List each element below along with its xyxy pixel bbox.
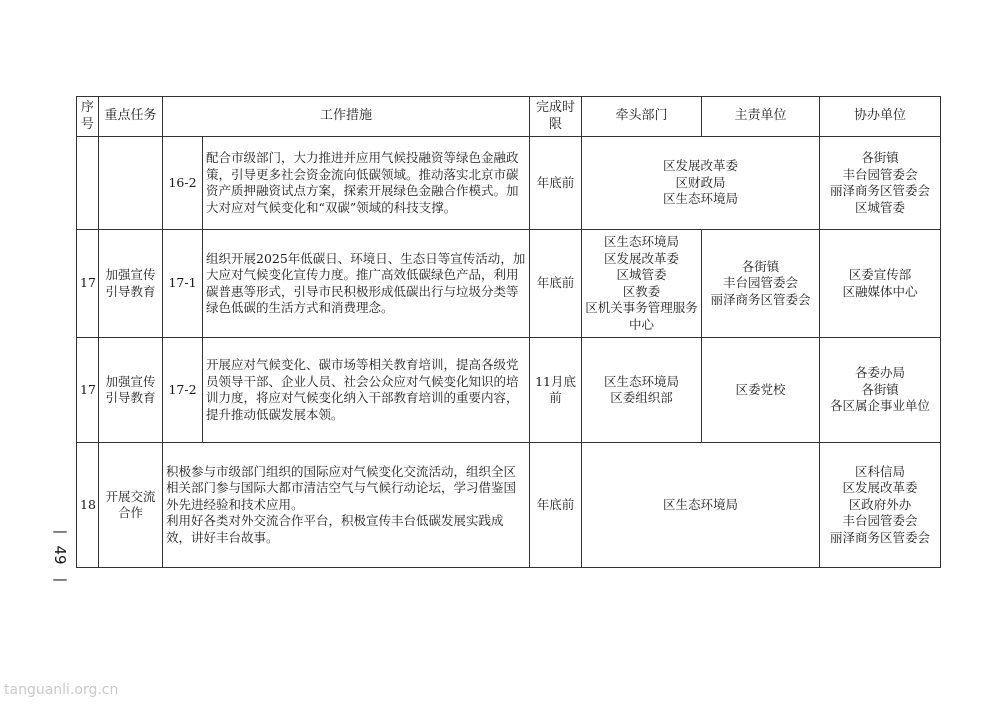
deadline-cell: 年底前 (530, 230, 582, 338)
responsible-cell: 区委党校 (702, 338, 820, 443)
assist-cell: 各街镇 丰台园管委会 丽泽商务区管委会 区城管委 (820, 137, 941, 230)
header-responsible: 主责单位 (702, 97, 820, 137)
watermark: tanguanli.org.cn (4, 682, 119, 698)
page-dash-bottom: — (52, 570, 68, 588)
task-cell: 开展交流合作 (99, 443, 163, 568)
page-dash-top: — (52, 522, 68, 540)
table-row (77, 137, 941, 230)
header-assist: 协办单位 (820, 97, 941, 137)
deadline-cell: 年底前 (530, 137, 582, 230)
table-header-row (77, 97, 941, 137)
task-cell: 加强宣传引导教育 (99, 230, 163, 338)
deadline-cell: 年底前 (530, 443, 582, 568)
table-row (77, 338, 941, 443)
row-no-cell (77, 137, 99, 230)
lead-cell: 区生态环境局 区委组织部 (582, 338, 702, 443)
lead-cell: 区生态环境局 (582, 443, 820, 568)
page-number-value: 49 (51, 545, 69, 565)
measure-cell: 配合市级部门，大力推进并应用气候投融资等绿色金融政策，引导更多社会资金流向低碳领域。推动落实北京市碳资产质押融资试点方案，探索开展绿色金融合作模式。加大对应对气候变化和“双碳”领域的科技支撑。 (203, 137, 530, 230)
row-no-cell: 17 (77, 230, 99, 338)
lead-cell: 区生态环境局 区发展改革委 区城管委 区教委 区机关事务管理服务中心 (582, 230, 702, 338)
measure-cell: 开展应对气候变化、碳市场等相关教育培训，提高各级党员领导干部、企业人员、社会公众应对气候变化知识的培训力度，将应对气候变化纳入干部教育培训的重要内容，提升推动低碳发展本领。 (203, 338, 530, 443)
row-no-cell: 18 (77, 443, 99, 568)
page-number (50, 522, 70, 588)
header-deadline: 完成时限 (530, 97, 582, 137)
task-cell: 加强宣传引导教育 (99, 338, 163, 443)
header-task: 重点任务 (99, 97, 163, 137)
sub-no-cell: 17-2 (163, 338, 203, 443)
responsible-cell: 各街镇 丰台园管委会 丽泽商务区管委会 (702, 230, 820, 338)
row-no-cell: 17 (77, 338, 99, 443)
sub-no-cell: 16-2 (163, 137, 203, 230)
assist-cell: 区委宣传部 区融媒体中心 (820, 230, 941, 338)
header-measure: 工作措施 (163, 97, 530, 137)
table-row (77, 443, 941, 568)
sub-no-cell: 17-1 (163, 230, 203, 338)
assist-cell: 区科信局 区发展改革委 区政府外办 丰台园管委会 丽泽商务区管委会 (820, 443, 941, 568)
deadline-cell: 11月底前 (530, 338, 582, 443)
lead-cell: 区发展改革委 区财政局 区生态环境局 (582, 137, 820, 230)
table-row (77, 230, 941, 338)
measure-cell: 组织开展2025年低碳日、环境日、生态日等宣传活动，加大应对气候变化宣传力度。推广高效低碳绿色产品，利用碳普惠等形式，引导市民积极形成低碳出行与垃圾分类等绿色低碳的生活方式和消费理念。 (203, 230, 530, 338)
header-lead: 牵头部门 (582, 97, 702, 137)
header-no: 序号 (77, 97, 99, 137)
row-task-cell (99, 137, 163, 230)
measure-cell: 积极参与市级部门组织的国际应对气候变化交流活动，组织全区相关部门参与国际大都市清洁空气与气候行动论坛，学习借鉴国外先进经验和技术应用。 利用好各类对外交流合作平台，积极宣传丰台低碳发展实践成效，讲好丰台故事。 (163, 443, 530, 568)
work-measures-table (76, 96, 941, 568)
assist-cell: 各委办局 各街镇 各区属企事业单位 (820, 338, 941, 443)
